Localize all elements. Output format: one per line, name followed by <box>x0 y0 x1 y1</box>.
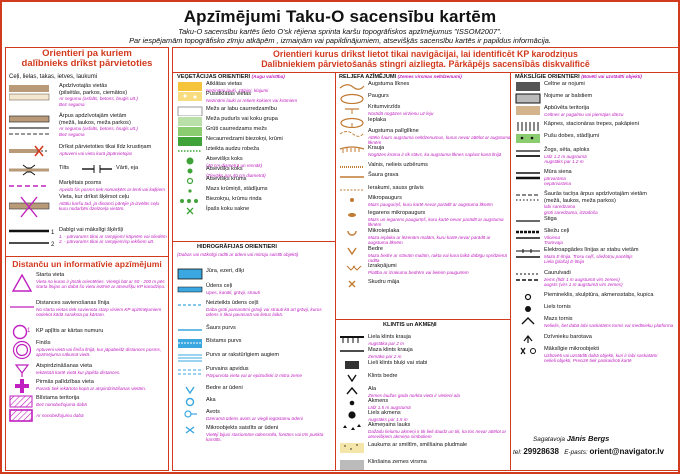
hydro-note: Daba grūti pamanāmi grāvji vai strauti kā arī grāvji, kuros ūdens ir tikai pavasarā vai lietus laikā. <box>206 306 322 317</box>
relief-label: Kritumvirzīds <box>368 104 401 110</box>
hydro-label: Bedre ar ūdeni <box>206 385 243 391</box>
relief-legend <box>368 228 511 245</box>
hydro-label: Šaurs purvs <box>206 325 236 331</box>
manmade-legend <box>544 93 674 100</box>
rock-symbol <box>339 410 365 422</box>
veg-symbol <box>177 106 203 116</box>
hydro-legend <box>206 397 334 404</box>
relief-symbol <box>339 162 365 172</box>
manmade-legend <box>544 81 674 88</box>
manmade-label: Elektroapgādes līnijas ar stabu vietām <box>544 247 639 253</box>
relief-label: Augstuma palīglīkne <box>368 128 419 134</box>
relief-symbol <box>339 81 365 93</box>
limit-cross-symbol <box>9 144 55 158</box>
hydro-label: Bīstams purvs <box>206 338 242 344</box>
manmade-label: Stiga <box>544 216 557 222</box>
rock-legend <box>368 386 511 398</box>
rock-symbol <box>339 422 365 436</box>
manmade-legend <box>544 169 674 186</box>
veg-symbol <box>177 146 203 156</box>
limit-cross-legend: Drīkst pārvietoties tikai līdz krustiņam Aptuveni vai vietu kurā jāpārvietojas <box>59 144 152 156</box>
veg-symbol <box>177 176 203 186</box>
veg-symbol <box>177 166 203 176</box>
manmade-note: Uzbūvēti vai uzstādīti dabā objekti, kuri ir labi saskatāmi <box>544 352 658 358</box>
right-heading: Orientieri kurus drīkst lietot tikai navigācijai, lai identificēt KP karodziņus Dalībniekiem pārvietošanās stingri aizliegta. Pārkāpējs sacensībās diskvalificē <box>261 49 590 69</box>
relief-legend <box>368 185 511 192</box>
subtitle <box>2 28 678 46</box>
road-crossing-symbol <box>9 195 55 219</box>
veg-symbol <box>177 206 203 216</box>
danger-area-symbol <box>9 395 35 423</box>
rock-label: Klinšaina zemes virsma <box>368 459 427 465</box>
hydro-legend <box>206 366 334 378</box>
relief-note: Mazs pauguriņš, kuru kartē nevar parādīt ar augstuma līknēm <box>368 201 493 207</box>
relief-label: Skudru māja <box>368 279 400 285</box>
manmade-legend <box>544 105 674 117</box>
refreshment-cup-icon <box>13 364 31 378</box>
manmade-note: Liela (plaša) E-līnija <box>544 259 585 264</box>
veg-note: (Tievāks par 40 cm diametrā) <box>206 172 266 178</box>
veg-note: (40 cm diametrā un resnāk) <box>206 162 263 168</box>
veg-legend <box>206 186 334 193</box>
hydro-heading: HIDROGRĀFIJAS ORIENTIERI <box>197 244 277 250</box>
manmade-legend <box>544 216 674 223</box>
gate-symbol <box>82 163 114 175</box>
hydro-legend <box>206 425 334 442</box>
manmade-symbol <box>515 247 541 261</box>
manmade-note: nepārvarāma <box>544 181 572 186</box>
relief-symbol <box>339 195 365 209</box>
rock-label: Liela klints krauja <box>368 334 411 340</box>
credit: Sagatavoja Jānis Bergs <box>533 434 610 443</box>
svg-text:1: 1 <box>51 230 55 236</box>
hydro-note: Vietēji bijusi staciomāre ūdensmīla, fontāns vai trīs punkta karstīts. <box>206 431 324 442</box>
rock-label: Liels akmens <box>368 410 401 416</box>
hydro-label: Avots <box>206 409 220 415</box>
relief-label: Paugurs <box>368 93 389 99</box>
manmade-label: Mazs tornis <box>544 316 573 322</box>
subtitle-line-1: Taku-O sacensību kartēs lieto O'sk rējiena sprinta karšu topogrāfiskos apzīmējumus "ISSOM2007". <box>178 27 502 36</box>
relief-symbol <box>339 117 365 128</box>
rock-note: Zemes laužas gada norkta vieta ir vietieni ala <box>368 392 460 398</box>
manmade-note: Līdz 1.2 m augstumā <box>544 153 587 159</box>
info-heading: Distanču un informatīvie apzīmējumi <box>12 259 162 269</box>
manmade-symbol <box>515 93 541 105</box>
manmade-note: Celtnes ar pagalmu vai piemājas dārzu <box>544 111 624 117</box>
divider <box>6 256 168 257</box>
hydro-label: Neizteikts ūdens ceļš <box>206 300 259 306</box>
relief-symbol <box>339 210 365 224</box>
manmade-symbol <box>515 334 541 346</box>
rock-legend <box>368 334 511 346</box>
rock-legend <box>368 373 511 380</box>
control-legend: KP apļītis ar kārtas numuru <box>36 328 104 334</box>
manmade-note: labi saredzama <box>544 204 576 210</box>
hydro-symbol <box>177 352 203 366</box>
manmade-legend <box>544 304 674 311</box>
finish-symbol <box>12 340 32 360</box>
manmade-heading: MĀKSLĪGIE ORIENTIERI (Būvēti vai uzstādīti objekti) <box>515 74 642 80</box>
manmade-note: Vilciena <box>544 234 561 240</box>
veg-heading: VEĢETĀCIJAS ORIENTIERI (Augu valstība) <box>177 74 285 80</box>
page-title: Apzīmējumi Taku-O sacensību kartēm <box>183 7 497 26</box>
hydro-label: Purvs ar rakstūrīgiem augiem <box>206 352 280 358</box>
veg-label: Īpašs koku sakne <box>206 206 250 212</box>
relief-symbol <box>339 145 365 159</box>
hydro-legend <box>206 268 334 275</box>
hydro-label: Purvains apvidus <box>206 366 249 372</box>
relief-symbol <box>339 93 365 104</box>
hydro-legend <box>206 325 334 332</box>
rock-note: Zemāka par 2 m <box>368 353 402 359</box>
rock-note: Augstāka par 2 m <box>368 340 405 346</box>
hydro-legend <box>206 338 334 345</box>
veg-symbol <box>177 126 203 136</box>
rock-symbol <box>339 373 365 386</box>
gate-label: Vārti, eja <box>116 165 139 171</box>
relief-legend <box>368 128 511 145</box>
rock-legend <box>368 442 511 449</box>
manmade-note: Augstāks par 1.2 m <box>544 159 584 164</box>
veg-label: Atsevišķs koks <box>206 156 243 162</box>
relief-legend <box>368 162 511 169</box>
barrier-legend: Dablgi vai mākslīgi šķēršļi 1. - pārvarams tikai ar rampjiem/ kāpnēm vai sliedēm 2. - pārvarams tikai ar rampjiem/sp iekšiem utt. <box>59 227 167 244</box>
relief-legend <box>368 145 511 157</box>
divider <box>173 241 335 242</box>
veg-label: Biezokņu, krūmu rinda <box>206 196 262 202</box>
divider <box>173 72 678 73</box>
hydro-symbol <box>177 325 203 338</box>
manmade-label: Piemineklis, skulptūra, akmensstabs, kupica <box>544 292 654 298</box>
relief-note: Nogāzes krūma ir tik stāvs, ka augstuma līknes saplust kanā līnijā <box>368 151 502 157</box>
relief-label: Ierakumi, sauss grāvis <box>368 185 424 191</box>
veg-label: Izteikta audzu robeža <box>206 146 260 152</box>
marked-route-symbol <box>9 181 55 191</box>
rock-label: Maza klints krauja <box>368 347 413 353</box>
relief-label: Ieplaka <box>368 117 387 123</box>
subtitle-line-2: Par iespējamām topogrāfisko zīmju atkāpēm , izmaiņām vai papildinājumiem, atsevišķās sacensību kartēs ir papildus informācija. <box>129 35 551 45</box>
left-heading: Orientieri pa kuriem dalībnieks drīkst pārvietoties <box>21 48 153 69</box>
hydro-symbol <box>177 268 203 282</box>
relief-legend <box>368 93 511 100</box>
hydro-legend <box>206 300 334 317</box>
veg-symbol <box>177 136 203 146</box>
rock-note: Augstāks par 1.5 m <box>368 416 408 422</box>
bridge-label: Tilts <box>59 165 70 171</box>
marked-route-legend: Marķētais posms Apvidū šis posms tiek nomarķēts ar lenti vai kaļķiem <box>59 180 165 192</box>
rock-note: Dažādu lielumu akmeņi ir tik lieli daudz un tik, ka tos nevar attēlot ar atsevišķiem akmeņa simboliem <box>368 428 507 439</box>
hydro-label: Mikroobjekts saistīts ar ūdeni <box>206 425 279 431</box>
hydro-symbol <box>177 366 203 380</box>
relief-symbol <box>339 279 365 291</box>
relief-legend <box>368 195 511 207</box>
manmade-label: Nojume ar balstiem <box>544 93 593 99</box>
contact: tel: 29928638 E-pasts: orient@navigator.lv <box>513 447 664 456</box>
relief-symbol <box>339 172 365 185</box>
rock-legend <box>368 410 511 422</box>
rock-label: Ala <box>368 386 377 392</box>
manmade-note: zems (līdz 1 m augstumā virs zemes) <box>544 276 620 282</box>
manmade-legend <box>544 133 674 140</box>
relief-symbol <box>339 228 365 242</box>
veg-symbol <box>177 116 203 126</box>
manmade-note: augsts (virs 1 m augstumā virs zemes) <box>544 282 623 287</box>
rock-label: Laukums ar smiltīm, smilšaina pludmale <box>368 442 468 448</box>
danger-legend-2: Ar nonobežojumu dabā <box>36 413 84 418</box>
veg-label: Pusatklātas vietas <box>206 91 252 97</box>
rock-legend <box>368 422 511 439</box>
manmade-symbol <box>515 292 541 304</box>
relief-note: Platība ar izrakuma bedrēm vai lieleim paugurīem <box>368 269 469 275</box>
finish-legend: Finišs Aptuveni vietā vai finiša līnijā, kur jāpabeidz distances posms, apzīmējuma sākumā vietā. <box>36 340 162 357</box>
manmade-label: Mākslīgie mikroobjekti <box>544 346 600 352</box>
veg-label: Atklātas vietas <box>206 81 243 87</box>
bridge-symbol <box>9 163 55 177</box>
right-panel <box>172 47 679 471</box>
veg-label: Necaurredzami biezokņi, krūmi <box>206 136 283 142</box>
relief-label: Krauja <box>368 145 385 151</box>
manmade-symbol <box>515 270 541 284</box>
relief-symbol <box>339 104 365 117</box>
relief-label: Mikropaugurs <box>368 195 402 201</box>
manmade-label: Celtne ar nojumi <box>544 81 585 87</box>
barrier-symbol <box>9 225 55 253</box>
manmade-note: Maza E-līnija. Trosu ceļš, sliežotņu pacēlājs <box>544 253 633 259</box>
control-circle-symbol <box>12 324 34 340</box>
relief-legend <box>368 246 511 263</box>
manmade-symbol <box>515 133 541 147</box>
manmade-legend <box>544 247 674 264</box>
relief-legend <box>368 263 511 275</box>
manmade-label: Dzīvnieku barotava <box>544 334 592 340</box>
veg-legend <box>206 146 334 153</box>
veg-label: Atsevišķs koks <box>206 166 243 172</box>
manmade-legend <box>544 316 674 328</box>
veg-label: Grūti caurredzams mežs <box>206 126 267 132</box>
manmade-legend <box>544 334 674 341</box>
rock-legend <box>368 398 511 410</box>
relief-legend <box>368 279 511 286</box>
manmade-symbol <box>515 346 541 360</box>
relief-legend <box>368 210 511 227</box>
veg-legend <box>206 136 334 143</box>
danger-legend: Blīstama teritorija Bez nonobežojuma dabā <box>36 395 87 407</box>
relief-symbol <box>339 263 365 277</box>
veg-legend <box>206 106 334 113</box>
rock-legend <box>368 347 511 359</box>
manmade-label: Liels tornis <box>544 304 571 310</box>
manmade-note: Tramvaja <box>544 240 563 245</box>
veg-legend <box>206 196 334 203</box>
relief-note: Attēlo šaurs augstuma nelīdzenumus, kurus nevar attēlot ar augstuma līknēm <box>368 134 511 145</box>
rock-heading: KLINTIS un AKMEŅI <box>383 322 437 328</box>
veg-symbol <box>177 91 203 105</box>
manmade-note: nelieli objekti, Precizē tiek paskaidroti kartē <box>544 358 632 363</box>
road-crossing-legend: Vieta, kur drīkst šķērsot ceļu Attālu karšu tad, ja distanci pārējie jā-izvēlās ceļu kuru nodarbīni dzelzceļa vietām. <box>59 194 160 211</box>
start-triangle-symbol <box>12 274 32 292</box>
manmade-label: Apbūvēta teritorija <box>544 105 590 111</box>
first-aid-cross-icon <box>15 379 29 393</box>
manmade-label: Šaurās tacīņa ārpus apdzīvotajām vietām <box>544 191 647 197</box>
manmade-label: Mūra siena <box>544 169 572 175</box>
manmade-symbol <box>515 191 541 205</box>
road-urban-symbol <box>9 84 53 102</box>
hydro-legend <box>206 352 334 359</box>
divider <box>335 72 336 470</box>
hydro-note: (Dabas vai mākslīgi radīti ar ūdeni vai mitrūju saistīti objekti) <box>177 252 299 257</box>
relief-label: Mikroieplaka <box>368 228 400 234</box>
course-line-symbol <box>10 302 36 312</box>
manmade-label: Sliežu ceļi <box>544 228 570 234</box>
relief-heading: RELJEFA AZĪMĒJUMI (Zemes virsmas nelīdzenumi) <box>339 74 462 80</box>
manmade-legend <box>544 191 674 215</box>
manmade-legend <box>544 346 674 363</box>
rock-note: Līdz 1.5 m augstumā <box>368 404 411 410</box>
manmade-legend <box>544 270 674 287</box>
manmade-label: Pušu dobes, stādījumi <box>544 133 600 139</box>
manmade-label: Žogs, sēta, aploks <box>544 147 590 153</box>
divider <box>335 319 510 320</box>
road-urban-legend: Apdzīvotajās vietās (pilsētās, parkos, ciemātos) Ar segumu (asfalts, betons, bruģis utt.) Bez seguma <box>59 83 138 107</box>
manmade-note: pārvarāma <box>544 175 566 181</box>
manmade-legend <box>544 292 674 299</box>
veg-symbol <box>177 186 203 196</box>
hydro-note: Pārpurvota vieta vai ar epizodiski iz mitra zeme <box>206 372 302 378</box>
manmade-legend <box>544 147 674 164</box>
left-intro: Ceļi, lielas, takas, ietves, laukumi <box>9 74 98 80</box>
relief-label: Valnis, nelieis uzbērums <box>368 162 428 168</box>
rock-legend <box>368 459 511 466</box>
manmade-symbol <box>515 316 541 330</box>
veg-legend <box>206 176 334 183</box>
manmade-legend <box>544 228 674 245</box>
veg-label: Atsevišķs krūms <box>206 176 247 182</box>
veg-note: Nezināmi lauki ar retiem kokiem vai krūmiem <box>206 97 298 103</box>
manmade-label: Caurulvadi <box>544 270 571 276</box>
manmade-symbol <box>515 121 541 133</box>
rock-symbol <box>339 347 365 360</box>
manmade-symbol <box>515 147 541 161</box>
relief-label: Izrakņājumi <box>368 263 397 269</box>
rock-symbol <box>339 334 365 347</box>
manmade-symbol <box>515 81 541 93</box>
manmade-symbol <box>515 216 541 228</box>
hydro-note: Dzeramā ūdens avots ar viegli iegūstamu ūdeni <box>206 415 303 421</box>
veg-symbol <box>177 81 203 91</box>
hydro-symbol <box>177 338 203 352</box>
manmade-symbol <box>515 169 541 183</box>
start-legend: Starta vieta Vieta no kuras ir jāsāk orientēties. Vienīgi būt ar 50 - 200 m pēc starta līnijas un dabā šo vietu iezīmē ar atsevišķu KP karodziņu. <box>36 272 166 289</box>
hydro-symbol <box>177 409 203 423</box>
manmade-note: grūti saredzama, izzūdoša <box>544 209 598 215</box>
rock-legend <box>368 360 511 367</box>
rock-label: Lieli klints bluķi vai stabi <box>368 360 428 366</box>
relief-note: Mazs un iegarens paugurīņš, kuru kartē nevar parādīt ar augstuma līknēm <box>368 216 504 227</box>
svg-text:1: 1 <box>27 328 31 334</box>
manmade-symbol <box>515 228 541 242</box>
hydro-symbol <box>177 397 203 409</box>
relief-label: Šaura grava <box>368 172 399 178</box>
rock-symbol <box>339 398 365 410</box>
rock-symbol <box>339 360 365 373</box>
refreshment-legend: Atspirdzināšanas vieta Iekārtotā kartē vietā kur jāpilda distances. <box>36 363 121 375</box>
manmade-legend <box>544 121 674 128</box>
relief-legend <box>368 81 511 88</box>
manmade-sub: (mežā, laukos, meža parkos) <box>544 197 616 204</box>
manmade-label: Kāpnes, stacionāras trepes, pakāpieni <box>544 121 639 127</box>
veg-label: Mežs ar labu caurredzamību <box>206 106 277 112</box>
hydro-symbol <box>177 425 203 439</box>
hydro-symbol <box>177 283 203 297</box>
hydro-label: Ūdens ceļi <box>206 283 233 289</box>
veg-label: Meža pudurīs vai koku grupa <box>206 116 278 122</box>
veg-label: Mazs krūmiņš, stādījums <box>206 186 268 192</box>
relief-symbol <box>339 185 365 195</box>
hydro-label: Aka <box>206 397 216 403</box>
veg-legend <box>206 206 334 213</box>
road-rural-legend: Ārpus apdzīvotajām vietām (mežā, laukos, meža parkos) Ar segumu (asfalts, betons, bruģis utt.) Bez seguma <box>59 113 138 137</box>
rock-symbol <box>339 459 365 471</box>
rock-label: Akmens <box>368 398 389 404</box>
veg-legend <box>206 116 334 123</box>
veg-symbol <box>177 196 203 206</box>
manmade-symbol <box>515 304 541 316</box>
veg-legend <box>206 126 334 133</box>
relief-legend <box>368 172 511 179</box>
rock-symbol <box>339 386 365 398</box>
first-aid-legend: Pirmās palīdzības vieta Parasti tiek iekārtota kopā ar atspirdzināšanas vietām. <box>36 379 147 391</box>
hydro-note: Upes, kanāli, grāvji, strauti <box>206 289 260 295</box>
course-line-legend: Distances savienošanas līnija No starta vietas tiek savienota starp visiem KP apzīmējumiem notiekot kādā saraksta pa kārtam. <box>36 300 162 317</box>
hydro-legend <box>206 409 334 421</box>
relief-note: Norādā nogāzes virzienu uz leju <box>368 110 434 116</box>
veg-legend <box>206 91 334 103</box>
road-rural-symbol <box>9 114 53 140</box>
relief-note: Maza ieplaka ar lēzenām malām, kuru kartē nevar parādīt ar augstuma līknēm <box>368 234 491 245</box>
rock-label: Klints bedre <box>368 373 398 379</box>
relief-legend <box>368 104 511 116</box>
relief-symbol <box>339 246 365 260</box>
manmade-note: Nelielis, bet dabā labi saskatāms tornis vai medīnieku platforma <box>544 322 674 328</box>
manmade-symbol <box>515 105 541 119</box>
hydro-symbol <box>177 385 203 397</box>
relief-label: Augstuma līknes <box>368 81 410 87</box>
relief-note: Maza bedre ar stāvām malām, rakta vai kara laikā dabīgu spridzienā radīta <box>368 252 507 263</box>
rock-label: Akmeņains lauks <box>368 422 411 428</box>
left-panel <box>5 47 169 471</box>
relief-label: Bedre <box>368 246 383 252</box>
relief-label: Iegarens mikropaugurs <box>368 210 426 216</box>
relief-symbol <box>339 128 365 142</box>
veg-symbol <box>177 156 203 166</box>
relief-legend <box>368 117 511 124</box>
hydro-legend <box>206 283 334 295</box>
hydro-label: Jūra, ezeri, dīķi <box>206 268 244 274</box>
rock-symbol <box>339 442 365 456</box>
veg-note: Nezināmi lauki, zāļaini, klajumi <box>206 87 269 93</box>
hydro-legend <box>206 385 334 392</box>
hydro-symbol <box>177 300 203 314</box>
svg-text:2: 2 <box>51 242 55 248</box>
